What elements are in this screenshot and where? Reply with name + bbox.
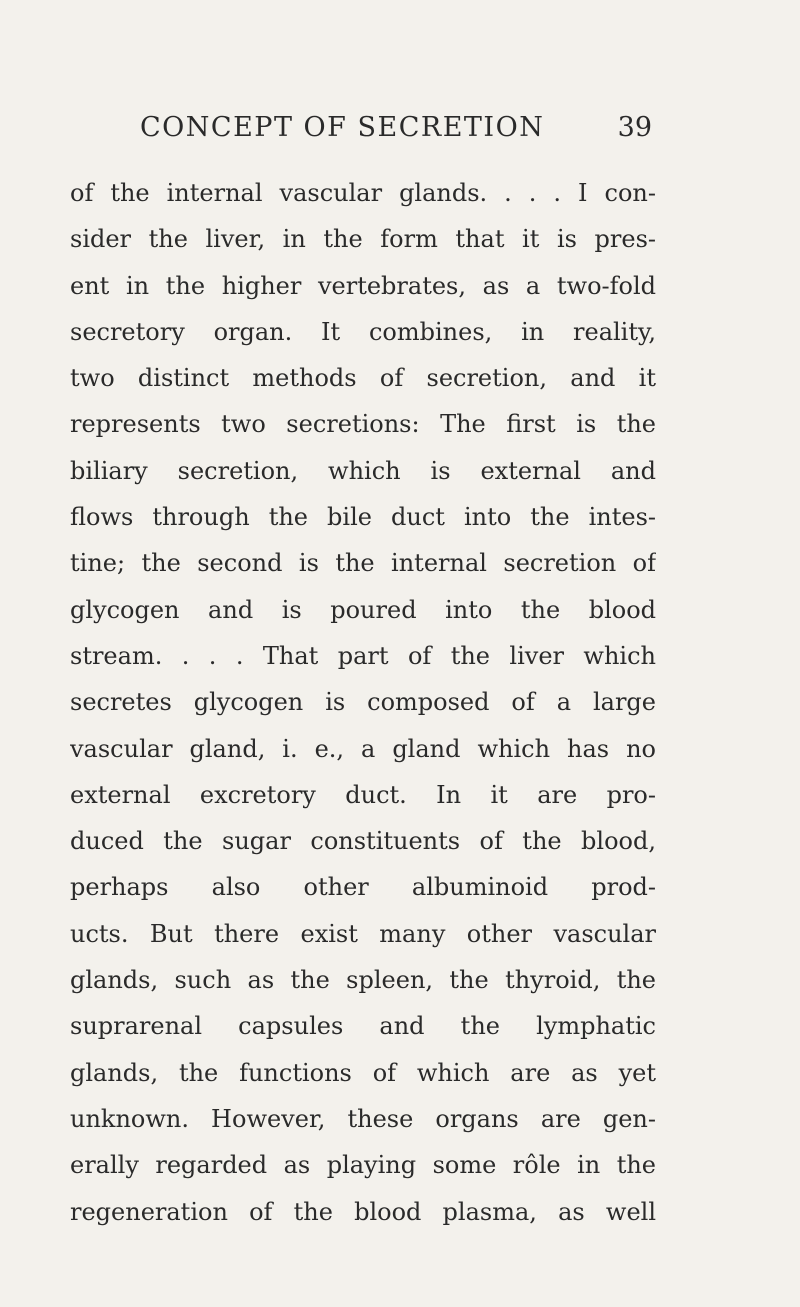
body-text [70,170,656,1235]
text-line: unknown. However, these organs are gen- [70,1104,656,1133]
text-line: glands, the functions of which are as yet [70,1058,656,1087]
text-line: secretory organ. It combines, in reality, [70,317,656,346]
text-line: duced the sugar constituents of the blood, [70,827,656,856]
text-line: glands, such as the spleen, the thyroid, the [70,966,656,995]
text-line: secretes glycogen is composed of a large [70,688,656,717]
text-line: ent in the higher vertebrates, as a two-fold [70,271,656,300]
text-line: perhaps also other albuminoid prod- [70,873,656,902]
text-line: external excretory duct. In it are pro- [70,780,656,809]
running-title: CONCEPT OF SECRETION [140,112,545,143]
text-line: flows through the bile duct into the intes- [70,503,656,532]
text-line: stream. . . . That part of the liver which [70,641,656,670]
page-number: 39 [617,112,652,143]
text-line: biliary secretion, which is external and [70,456,656,485]
text-line: of the internal vascular glands. . . . I con- [70,179,656,207]
text-line: glycogen and is poured into the blood [70,595,656,624]
text-line: represents two secretions: The first is the [70,410,656,439]
text-line: suprarenal capsules and the lymphatic [70,1012,656,1041]
text-line: erally regarded as playing some rôle in the [70,1151,656,1180]
running-head [140,112,652,152]
text-line: regeneration of the blood plasma, as well [70,1197,656,1226]
text-line: sider the liver, in the form that it is pres- [70,225,656,254]
text-line: two distinct methods of secretion, and it [70,364,656,393]
text-line: tine; the second is the internal secretion of [70,549,656,578]
text-line: vascular gland, i. e., a gland which has no [70,734,656,763]
text-line: ucts. But there exist many other vascular [70,919,656,948]
